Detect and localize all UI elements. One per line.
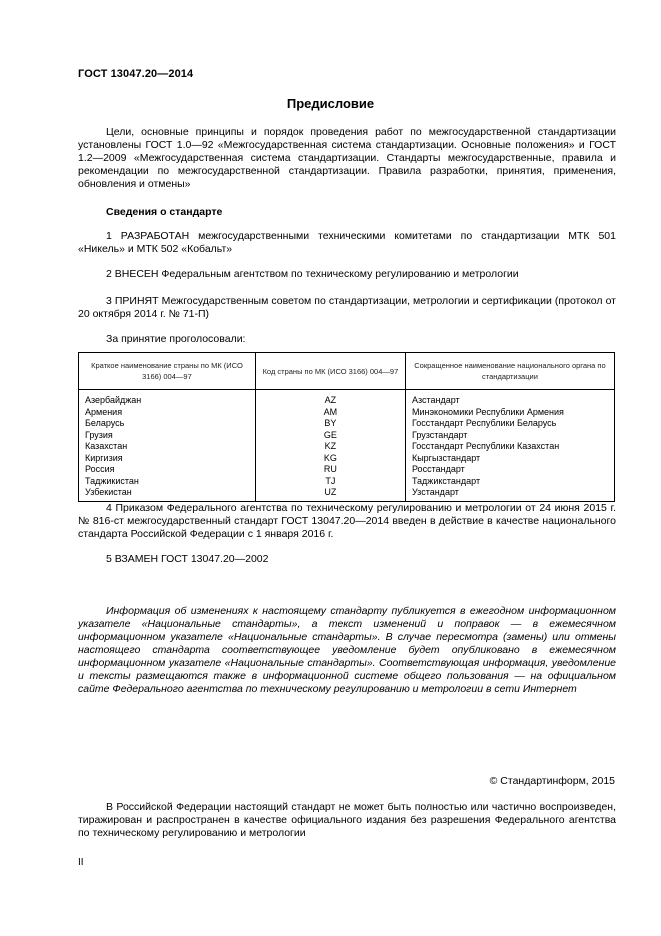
country-name: Азербайджан	[79, 390, 256, 407]
country-code: KZ	[255, 441, 405, 453]
country-code: BY	[255, 418, 405, 430]
item-replaces-text: 5 ВЗАМЕН ГОСТ 13047.20—2002	[106, 553, 269, 565]
country-name: Таджикистан	[79, 476, 256, 488]
standards-body: Госстандарт Республики Беларусь	[405, 418, 614, 430]
country-name: Киргизия	[79, 453, 256, 465]
table-row	[79, 453, 615, 465]
country-name: Россия	[79, 464, 256, 476]
item-order	[78, 502, 616, 541]
item-order-text: 4 Приказом Федерального агентства по техническому регулированию и метрологии от 24 июня 2015 г. № 816-ст межгосударственный стандарт ГОСТ 13047.20—2014 введен в действие в качестве национального стандарта Российской Федерации с 1 января 2016 г.	[78, 502, 616, 540]
item-introduced	[78, 268, 616, 281]
table-row	[79, 418, 615, 430]
table-row	[79, 476, 615, 488]
standards-body: Азстандарт	[405, 390, 614, 407]
table-row	[79, 430, 615, 442]
item-developed	[78, 230, 616, 256]
copyright: © Стандартинформ, 2015	[489, 775, 615, 787]
country-code: KG	[255, 453, 405, 465]
item-adopted	[78, 295, 616, 321]
table-header-code: Код страны по МК (ИСО 3166) 004—97	[255, 353, 405, 390]
country-code: TJ	[255, 476, 405, 488]
member-states-table	[78, 352, 615, 502]
table-row	[79, 464, 615, 476]
standards-body: Госстандарт Республики Казахстан	[405, 441, 614, 453]
country-code: UZ	[255, 487, 405, 501]
voted-label-text: За принятие проголосовали:	[106, 333, 246, 345]
standards-body: Грузстандарт	[405, 430, 614, 442]
standards-body: Росстандарт	[405, 464, 614, 476]
standards-body: Таджикстандарт	[405, 476, 614, 488]
country-name: Беларусь	[79, 418, 256, 430]
item-adopted-text: 3 ПРИНЯТ Межгосударственным советом по стандартизации, метрологии и сертификации (протокол от 20 октября 2014 г. № 71-П)	[78, 295, 616, 320]
info-note-text: Информация об изменениях к настоящему стандарту публикуется в ежегодном информационном указателе «Национальные стандарты», а текст изменений и поправок — в ежемесячном информационном указателе «Национальные стандарты». В случае пересмотра (замены) или отмены настоящего стандарта соответствующее уведомление будет опубликовано в ежемесячном информационном указателе «Национальные стандарты». Соответствующая информация, уведомление и тексты размещаются также в информационной системе общего пользования — на официальном сайте Федерального агентства по техническому регулированию и метрологии в сети Интернет	[78, 605, 616, 695]
country-name: Узбекистан	[79, 487, 256, 501]
intro-text: Цели, основные принципы и порядок проведения работ по межгосударственной стандартизации установлены ГОСТ 1.0—92 «Межгосударственная система стандартизации. Основные положения» и ГОСТ 1.2—2009 «Межгосударственная система стандартизации. Стандарты межгосударственные, правила и рекомендации по межгосударственной стандартизации. Правила разработки, принятия, применения, обновления и отмены»	[78, 126, 616, 190]
page-number: II	[78, 857, 84, 868]
country-code: GE	[255, 430, 405, 442]
intro-paragraph	[78, 126, 616, 191]
country-code: AZ	[255, 390, 405, 407]
table-header-body: Сокращенное наименование национального органа по стандартизации	[405, 353, 614, 390]
voted-label	[78, 333, 616, 346]
country-name: Армения	[79, 407, 256, 419]
country-name: Казахстан	[79, 441, 256, 453]
table-header-country: Краткое наименование страны по МК (ИСО 3166) 004—97	[79, 353, 256, 390]
country-name: Грузия	[79, 430, 256, 442]
rights-notice	[78, 801, 616, 840]
standards-body: Кыргызстандарт	[405, 453, 614, 465]
standards-body: Минэкономики Республики Армения	[405, 407, 614, 419]
item-replaces	[78, 553, 616, 566]
table-row	[79, 407, 615, 419]
table-row	[79, 441, 615, 453]
table-row	[79, 390, 615, 407]
section-title: Сведения о стандарте	[106, 206, 223, 218]
standards-body: Узстандарт	[405, 487, 614, 501]
rights-notice-text: В Российской Федерации настоящий стандарт не может быть полностью или частично воспроизведен, тиражирован и распространен в качестве официального издания без разрешения Федерального агентства по техническому регулированию и метрологии	[78, 801, 616, 839]
page-title: Предисловие	[286, 96, 375, 111]
standard-designation: ГОСТ 13047.20—2014	[78, 68, 194, 80]
item-introduced-text: 2 ВНЕСЕН Федеральным агентством по техническому регулированию и метрологии	[106, 268, 519, 280]
item-developed-text: 1 РАЗРАБОТАН межгосударственными техническими комитетами по стандартизации МТК 501 «Никель» и МТК 502 «Кобальт»	[78, 230, 616, 255]
table-row	[79, 487, 615, 501]
info-note	[78, 605, 616, 696]
table-header-row	[79, 353, 615, 390]
country-code: RU	[255, 464, 405, 476]
country-code: AM	[255, 407, 405, 419]
